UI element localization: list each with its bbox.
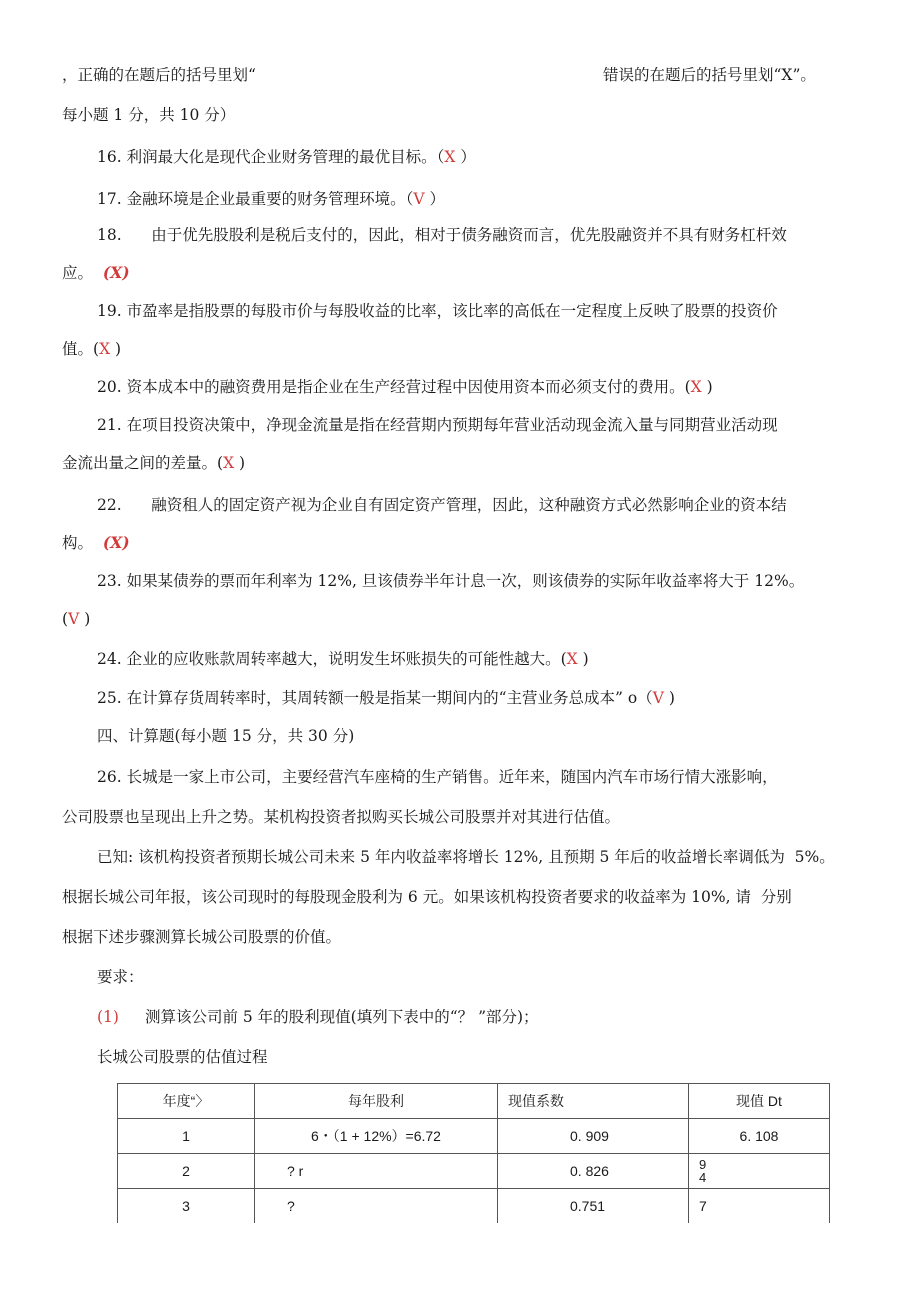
known-line-3: 根据下述步骤测算长城公司股票的价值。 bbox=[62, 928, 342, 946]
question-17: 17. 金融环境是企业最重要的财务管理环境。（V ） bbox=[97, 190, 445, 208]
answer-21: X bbox=[223, 454, 235, 472]
cell-dividend: ? bbox=[255, 1189, 498, 1224]
table-row bbox=[118, 1189, 830, 1224]
header-factor: 现值系数 bbox=[498, 1084, 689, 1119]
section-4-heading: 四、计算题(每小题 15 分，共 30 分) bbox=[97, 727, 355, 745]
intro-line-1-left: ，正确的在题后的括号里划“ bbox=[62, 66, 256, 84]
question-19-line-2: 值。(X ) bbox=[62, 340, 122, 358]
answer-22: (X) bbox=[102, 533, 130, 552]
question-16: 16. 利润最大化是现代企业财务管理的最优目标。（X ） bbox=[97, 148, 476, 166]
answer-24: X bbox=[566, 650, 578, 668]
question-23-line-2: (V ) bbox=[62, 610, 91, 628]
cell-factor: 0. 826 bbox=[498, 1154, 689, 1189]
cell-year: 3 bbox=[118, 1189, 255, 1224]
question-18-line-2: 应。 (X) bbox=[62, 263, 130, 282]
header-pv: 现值 Dt bbox=[689, 1084, 830, 1119]
step-1: (1) 测算该公司前 5 年的股利现值(填列下表中的“？ ”部分)； bbox=[97, 1008, 539, 1026]
cell-year: 1 bbox=[118, 1119, 255, 1154]
cell-year: 2 bbox=[118, 1154, 255, 1189]
answer-17: V bbox=[413, 190, 425, 208]
header-year: 年度“〉 bbox=[118, 1084, 255, 1119]
question-23-line-1: 23. 如果某债券的票而年利率为 12%, 旦该债券半年计息一次，则该债券的实际年收益率将大于 12%。 bbox=[97, 572, 805, 590]
question-18-line-1: 18. 由于优先股股利是税后支付的，因此，相对于债务融资而言，优先股融资并不具有财务杠杆效 bbox=[97, 226, 787, 244]
question-26-line-1: 26. 长城是一家上市公司，主要经营汽车座椅的生产销售。近年来，随国内汽车市场行情大涨影响， bbox=[97, 768, 778, 786]
cell-dividend: 6・（1 + 12%）=6.72 bbox=[255, 1119, 498, 1154]
table-row bbox=[118, 1119, 830, 1154]
question-20: 20. 资本成本中的融资费用是指企业在生产经营过程中因使用资本而必须支付的费用。(X ) bbox=[97, 378, 713, 396]
table-title: 长城公司股票的估值过程 bbox=[97, 1048, 268, 1066]
cell-pv: 6. 108 bbox=[689, 1119, 830, 1154]
question-25: 25. 在计算存货周转率时，其周转额一般是指某一期间内的“主营业务总成本” o（V ) bbox=[97, 689, 675, 707]
question-21-line-1: 21. 在项目投资决策中，净现金流量是指在经营期内预期每年营业活动现金流入量与同期营业活动现 bbox=[97, 416, 778, 434]
cell-factor: 0. 909 bbox=[498, 1119, 689, 1154]
step-1-number: (1) bbox=[97, 1008, 119, 1026]
question-22-line-1: 22. 融资租人的固定资产视为企业自有固定资产管理，因此，这种融资方式必然影响企业的资本结 bbox=[97, 496, 787, 514]
question-22-line-2: 构。 (X) bbox=[62, 533, 130, 552]
requirements-label: 要求： bbox=[97, 968, 144, 986]
answer-25: V bbox=[652, 689, 664, 707]
intro-line-1-right: 错误的在题后的括号里划“X”。 bbox=[603, 66, 816, 84]
answer-19: X bbox=[99, 340, 111, 358]
question-26-line-2: 公司股票也呈现出上升之势。某机构投资者拟购买长城公司股票并对其进行估值。 bbox=[62, 808, 621, 826]
answer-23: V bbox=[68, 610, 80, 628]
intro-line-2: 每小题 1 分，共 10 分） bbox=[62, 106, 236, 124]
question-21-line-2: 金流出量之间的差量。(X ) bbox=[62, 454, 246, 472]
answer-18: (X) bbox=[102, 263, 130, 282]
question-24: 24. 企业的应收账款周转率越大，说明发生坏账损失的可能性越大。(X ) bbox=[97, 650, 589, 668]
known-line-2: 根据长城公司年报，该公司现时的每股现金股利为 6 元。如果该机构投资者要求的收益率为 10%, 请 分别 bbox=[62, 888, 792, 906]
cell-pv: 7 bbox=[689, 1189, 830, 1224]
answer-16: X bbox=[444, 148, 456, 166]
answer-20: X bbox=[690, 378, 702, 396]
cell-dividend: ? r bbox=[255, 1154, 498, 1189]
valuation-table bbox=[117, 1083, 830, 1223]
known-line-1: 已知: 该机构投资者预期长城公司未来 5 年内收益率将增长 12%, 且预期 5 年后的收益增长率调低为 5%。 bbox=[97, 848, 835, 866]
question-19-line-1: 19. 市盈率是指股票的每股市价与每股收益的比率，该比率的高低在一定程度上反映了股票的投资价 bbox=[97, 302, 778, 320]
table-header-row bbox=[118, 1084, 830, 1119]
header-dividend: 每年股利 bbox=[255, 1084, 498, 1119]
cell-pv: 9 4 bbox=[689, 1154, 830, 1189]
table-row bbox=[118, 1154, 830, 1189]
cell-factor: 0.751 bbox=[498, 1189, 689, 1224]
